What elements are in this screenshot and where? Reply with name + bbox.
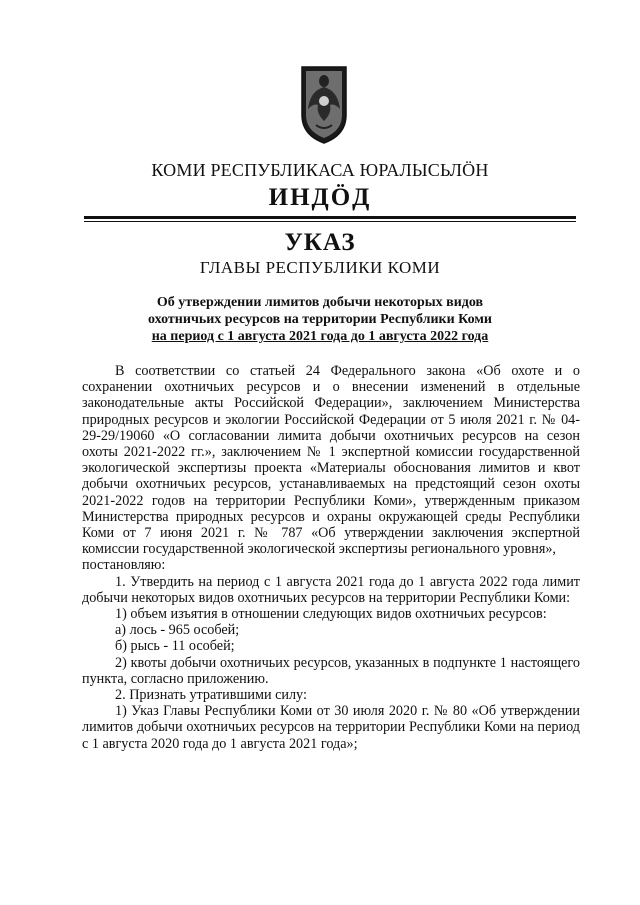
decree-body xyxy=(82,363,580,752)
ukaz-heading: УКАЗ xyxy=(284,229,356,256)
clause-1-item-2: 2) квоты добычи охотничьих ресурсов, указанных в подпункте 1 настоящего пункта, согласно приложению. xyxy=(82,654,580,687)
clause-1-item-1-a: а) лось - 965 особей; xyxy=(115,622,240,639)
clause-1-item-1: 1) объем изъятия в отношении следующих видов охотничьих ресурсов: xyxy=(115,606,547,623)
clause-2: 2. Признать утратившими силу: xyxy=(115,687,307,704)
republic-name-komi: КОМИ РЕСПУБЛИКАСА ЮРАЛЫСЬЛÖН xyxy=(151,160,489,180)
title-line-2: охотничьих ресурсов на территории Республики Коми xyxy=(148,312,492,327)
preamble-paragraph: В соответствии со статьей 24 Федерального закона «Об охоте и о сохранении охотничьих ресурсов и о внесении изменений в отдельные законодательные акты Российской Федерации», заключением Министерства природных ресурсов и экологии Российской Федерации от 5 июля 2021 г. № 04-29-29/19060 «О согласовании лимита добычи охотничьих ресурсов на сезон охоты 2021-2022 гг.», заключением № 1 экспертной комиссии государственной экологической экспертизы проекта «Материалы обоснования лимитов и квот добычи охотничьих ресурсов, устанавливаемых на предстоящий сезон охоты 2021-2022 годов на территории Республики Коми», утвержденным приказом Министерства природных ресурсов и охраны окружающей среды Республики Коми от 7 июня 2021 г. № 787 «Об утверждении заключения экспертной комиссии государственной экологической экспертизы регионального уровня», xyxy=(82,363,580,558)
decree-title xyxy=(0,294,640,345)
title-line-3: на период с 1 августа 2021 года до 1 августа 2022 года xyxy=(151,329,489,344)
clause-1: 1. Утвердить на период с 1 августа 2021 года до 1 августа 2022 года лимит добычи некоторых видов охотничьих ресурсов на территории Республики Коми: xyxy=(82,573,580,606)
header-divider-thin xyxy=(84,221,576,222)
header-divider-thick xyxy=(84,216,576,219)
title-line-1: Об утверждении лимитов добычи некоторых видов xyxy=(156,295,484,310)
indod-heading: ИНДÖД xyxy=(268,184,372,211)
coat-of-arms-emblem-icon xyxy=(298,65,350,145)
clause-2-item-1: 1) Указ Главы Республики Коми от 30 июля 2020 г. № 80 «Об утверждении лимитов добычи охотничьих ресурсов на территории Республики Коми на период с 1 августа 2020 года до 1 августа 2021 года»; xyxy=(82,703,580,752)
resolution-word: постановляю: xyxy=(82,557,166,574)
issuer-heading: ГЛАВЫ РЕСПУБЛИКИ КОМИ xyxy=(199,258,441,277)
clause-1-item-1-b: б) рысь - 11 особей; xyxy=(115,638,235,655)
